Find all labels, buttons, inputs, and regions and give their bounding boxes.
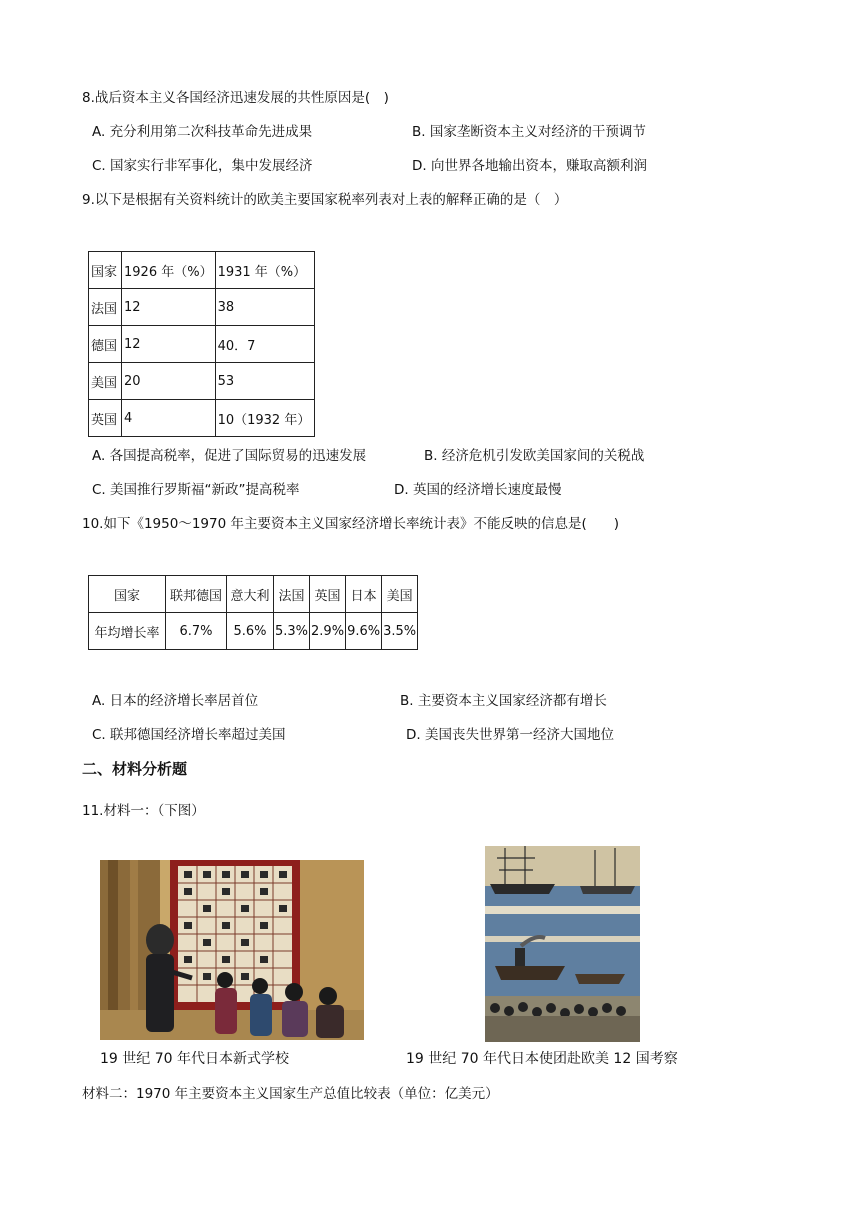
table-cell: 2.9% [310,613,346,650]
q10-option-d: D. 美国丧失世界第一经济大国地位 [406,727,614,743]
table-cell: 5.3% [274,613,310,650]
school-classroom-image [100,860,364,1040]
growth-rate-table [88,575,418,650]
q8-option-c: C. 国家实行非军事化，集中发展经济 [92,158,313,174]
table-cell: 38 [215,289,314,326]
q11-stem: 11.材料一：（下图） [82,803,205,819]
table-cell: 德国 [89,326,122,363]
table-cell: 1926 年（%） [122,252,216,289]
q10-option-c: C. 联邦德国经济增长率超过美国 [92,727,286,743]
q8-stem: 8.战后资本主义各国经济迅速发展的共性原因是( ) [82,90,389,106]
table-cell: 英国 [89,400,122,437]
table-cell: 国家 [89,252,122,289]
section-title: 二、材料分析题 [82,760,188,778]
image-caption-mission: 19 世纪 70 年代日本使团赴欧美 12 国考察 [406,1051,678,1067]
table-cell: 3.5% [382,613,418,650]
table-cell: 6.7% [166,613,227,650]
q9-option-a: A. 各国提高税率，促进了国际贸易的迅速发展 [92,448,367,464]
table-row [89,400,315,437]
q9-stem: 9.以下是根据有关资料统计的欧美主要国家税率列表对上表的解释正确的是（ ） [82,192,568,208]
harbor-ships-image [485,846,640,1042]
tax-rate-table [88,251,315,437]
q10-stem: 10.如下《1950～1970 年主要资本主义国家经济增长率统计表》不能反映的信息是( ) [82,516,620,532]
table-cell: 12 [122,326,216,363]
table-cell: 法国 [274,576,310,613]
q8-option-d: D. 向世界各地输出资本，赚取高额利润 [412,158,647,174]
q10-option-a: A. 日本的经济增长率居首位 [92,693,259,709]
table-row [89,289,315,326]
table-cell: 日本 [346,576,382,613]
table-cell: 10（1932 年） [215,400,314,437]
table-cell: 年均增长率 [89,613,166,650]
q9-option-d: D. 英国的经济增长速度最慢 [394,482,562,498]
table-row [89,613,418,650]
material-two-text: 材料二：1970 年主要资本主义国家生产总值比较表（单位：亿美元） [82,1086,499,1102]
table-cell: 意大利 [227,576,274,613]
table-cell: 1931 年（%） [215,252,314,289]
table-cell: 国家 [89,576,166,613]
table-cell: 9.6% [346,613,382,650]
table-cell: 联邦德国 [166,576,227,613]
table-row [89,326,315,363]
table-cell: 5.6% [227,613,274,650]
q9-option-b: B. 经济危机引发欧美国家间的关税战 [424,448,645,464]
table-cell: 4 [122,400,216,437]
table-cell: 英国 [310,576,346,613]
table-row [89,363,315,400]
table-cell: 53 [215,363,314,400]
table-header-row [89,252,315,289]
table-row [89,576,418,613]
q10-option-b: B. 主要资本主义国家经济都有增长 [400,693,607,709]
table-cell: 美国 [382,576,418,613]
q8-option-a: A. 充分利用第二次科技革命先进成果 [92,124,313,140]
table-cell: 12 [122,289,216,326]
q9-option-c: C. 美国推行罗斯福“新政”提高税率 [92,482,300,498]
table-cell: 20 [122,363,216,400]
table-cell: 40．7 [215,326,314,363]
image-caption-school: 19 世纪 70 年代日本新式学校 [100,1051,289,1067]
table-cell: 美国 [89,363,122,400]
q8-option-b: B. 国家垄断资本主义对经济的干预调节 [412,124,646,140]
table-cell: 法国 [89,289,122,326]
